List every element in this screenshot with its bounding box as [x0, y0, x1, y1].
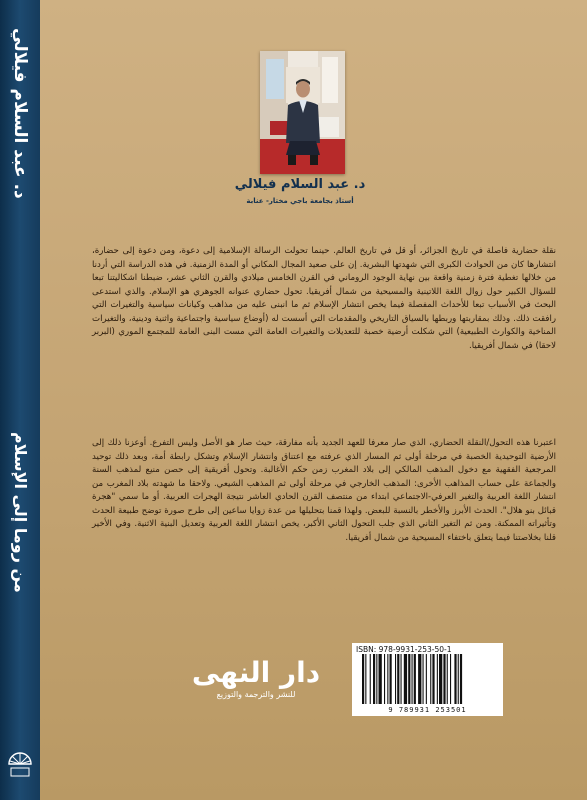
barcode-bar [395, 654, 396, 704]
barcode-bar [408, 654, 410, 704]
author-name: د. عبد السلام فيلالي [234, 177, 366, 192]
spine-book-title: من روما إلى الإسلام [11, 432, 30, 593]
barcode-bar [379, 654, 382, 704]
isbn-barcode-block [352, 643, 503, 716]
barcode-bar [401, 654, 402, 704]
barcode-bar [414, 654, 416, 704]
barcode-bar [365, 654, 366, 704]
barcode-bar [362, 654, 364, 704]
isbn-label: ISBN: 978-9931-253-50-1 [356, 645, 452, 654]
barcode-bar [376, 654, 377, 704]
isbn-barcode-number: 9 789931 253501 [388, 706, 467, 714]
barcode-bar [454, 654, 456, 704]
barcode-bar [397, 654, 399, 704]
blurb-paragraph-2: اعتبرنا هذه التحول/النقلة الحضاري، الذي صار معرفا للعهد الجديد بأنه مفارقة، حيث صار هو الأصل وليس التفرع. أوعزنا ذلك إلى الأرضية التوحيدية الخصبة في مرحلة أولى ثم المسار الذي عرفته مع اعتناق وانتشار الإسلام وتشكل رابطة أمة، وبعد ذلك توحيد المرجعية الفقهية مع دخول المذهب المالكي إلى بلاد المغرب زمن حكم الأغالبة. وتحول أفريقية إلى حصن منيع لمذهب السنة والجماعة على حساب المذاهب الأخرى: المذهب الخارجي في مرحلة أولى ثم المذهب الشيعي. ولاحقا ما شهدته بلاد المغرب من انتشار اللغة العربية والتغير العرفي-الاجتماعي ابتداء من منتصف القرن الحادي العاشر نتيجة الهجرات العربية. أو ما سمي "هجرة قبائل بنو هلال". الحدث الأبرز والأخطر بالنسبة للبعض. ولهذا قمنا بتحليلها من عدة زوايا ساعين إلى طرح صورة توضح طبيعة الحدث وتأثيراته الممكنة. ومن ثم التغير الثاني الذي جلب التحول الثاني الأكبر، يخص انتشار اللغة العربية وتعديل البنية الاثنية. وفي الأخير قلنا بخلاصتنا فيما يتعلق باختفاء المسيحية من شمال أفريقيا. [92, 438, 556, 543]
author-affiliation: أستاذ بجامعة باجي مختار- عنابة [246, 197, 354, 205]
barcode-bar [439, 654, 442, 704]
publisher-logo-text: دار النهى [191, 656, 321, 689]
barcode-bar [432, 654, 434, 704]
publisher-emblem-icon [6, 742, 34, 782]
barcode-bar [458, 654, 459, 704]
barcode-icon [356, 654, 499, 706]
barcode-bar [404, 654, 407, 704]
barcode-bar [384, 654, 385, 704]
barcode-bar [447, 654, 448, 704]
barcode-bar [412, 654, 413, 704]
spine-author-name: د. عبد السلام فيلالي [10, 28, 30, 199]
barcode-bar [370, 654, 371, 704]
barcode-bar [418, 654, 421, 704]
barcode-bar [426, 654, 427, 704]
barcode-bar [423, 654, 424, 704]
barcode-bar [450, 654, 451, 704]
barcode-bar [390, 654, 392, 704]
barcode-bar [387, 654, 388, 704]
barcode-bar [373, 654, 375, 704]
barcode-bar [430, 654, 431, 704]
author-photo [260, 51, 345, 174]
barcode-bar [460, 654, 462, 704]
publisher-tagline: للنشر والترجمة والتوزيع [216, 690, 296, 699]
barcode-bar [443, 654, 445, 704]
blurb-paragraph-1: نقلة حضارية فاصلة في تاريخ الجزائر، أو قل في تاريخ العالم. حينما تحولت الرسالة الإسلامية إلى دعوة، ومن دعوة إلى حضارة، انتشارها كان من الحوادث الكبرى التي شهدتها البشرية. إن على صعيد المجال المكاني أو المدة الزمنية. في هذه الدراسة التي أردنا من خلالها تغطية فترة زمنية واقعة بين نهاية الوجود الروماني في القرن الخامس ميلادي والقرن الثاني عشر، ضبطنا اشكاليتنا تبعا للسؤال الكبير حول زوال اللغة اللاتينية والمسيحية من شمال أفريقيا. تحول حضاري عنوانه الجوهري هو الإسلام. والذي استدعى البحث في الأسباب تبعا للأحداث المفصلة فيما يخص انتشار الإسلام ثم ما انبنى عليه من مذاهب وكيانات سياسية والتغيرات التي رافقت ذلك. وذلك بمقاربتها وربطها بالسياق التاريخي والمقدمات التي أسست له (أوضاع سياسية واجتماعية واثنية ودينية، والتغيرات المناخية والكوارث الطبيعية) التي شكلت أرضية خصبة للتعديلات والتغيرات العامة التي مست البنى العامة للمجتمع الموري (البربر لاحقا) في شمال أفريقيا. [92, 246, 556, 351]
barcode-bar [437, 654, 438, 704]
book-spine [0, 0, 40, 800]
